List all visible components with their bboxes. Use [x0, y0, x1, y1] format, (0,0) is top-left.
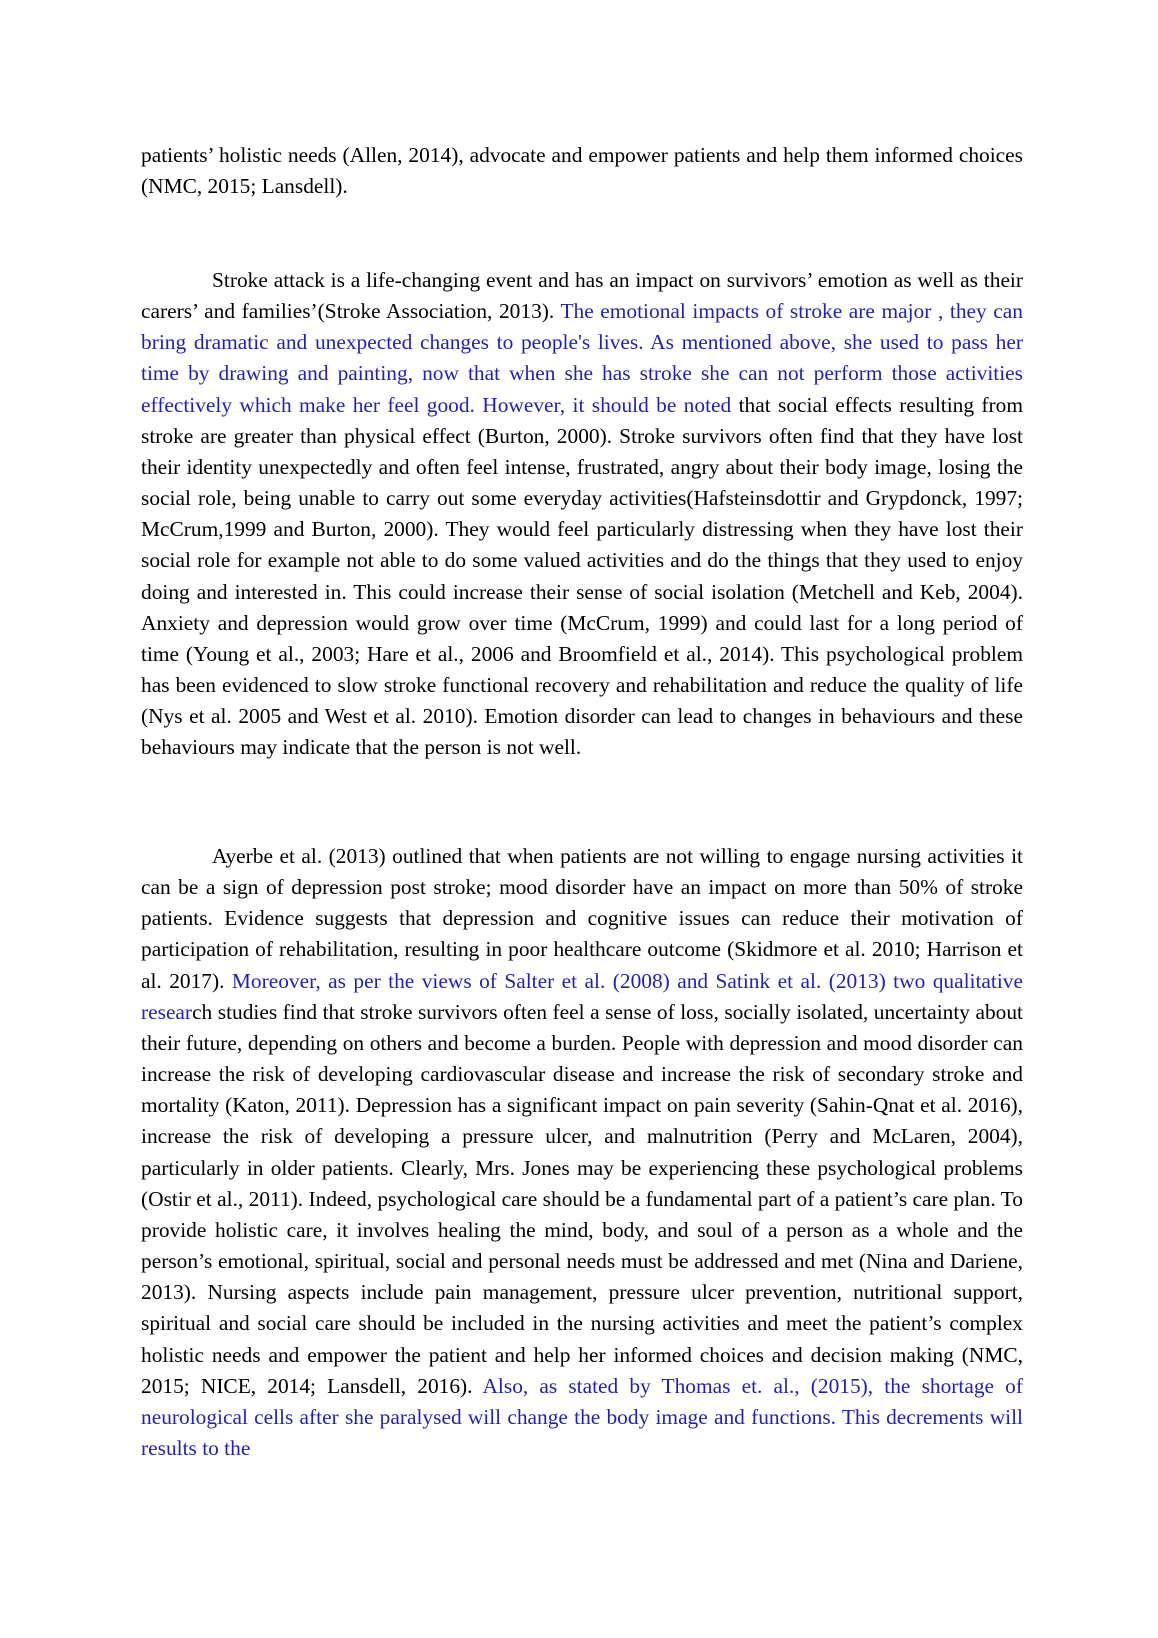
- intro-paragraph: [141, 140, 1023, 202]
- paragraph-1-part-3: that social effects resulting from stroke are greater than physical effect (Burton, 2000). Stroke survivors often find that they have lost their identity unexpectedly and often feel intense, frustrated, angry about their body image, losing the social role, being unable to carry out some everyday activities(Hafsteinsdottir and Grypdonck, 1997; McCrum,1999 and Burton, 2000). They would feel particularly distressing when they have lost their social role for example not able to do some valued activities and do the things that they used to enjoy doing and interested in. This could increase their sense of social isolation (Metchell and Keb, 2004). Anxiety and depression would grow over time (McCrum, 1999) and could last for a long period of time (Young et al., 2003; Hare et al., 2006 and Broomfield et al., 2014). This psychological problem has been evidenced to slow stroke functional recovery and rehabilitation and reduce the quality of life (Nys et al. 2005 and West et al. 2010). Emotion disorder can lead to changes in behaviours and these behaviours may indicate that the person is not well.: [141, 392, 1023, 760]
- paragraph-1-text: [141, 265, 1023, 764]
- paragraph-2-part-3: ch studies find that stroke survivors often feel a sense of loss, socially isolated, uncertainty about their future, depending on others and become a burden. People with depression and mood disorder can increase the risk of developing cardiovascular disease and increase the risk of secondary stroke and mortality (Katon, 2011). Depression has a significant impact on pain severity (Sahin-Qnat et al. 2016), increase the risk of developing a pressure ulcer, and malnutrition (Perry and McLaren, 2004), particularly in older patients. Clearly, Mrs. Jones may be experiencing these psychological problems (Ostir et al., 2011). Indeed, psychological care should be a fundamental part of a patient’s care plan. To provide holistic care, it involves healing the mind, body, and soul of a person as a whole and the person’s emotional, spiritual, social and personal needs must be addressed and met (Nina and Dariene, 2013). Nursing aspects include pain management, pressure ulcer prevention, nutritional support, spiritual and social care should be included in the nursing activities and meet the patient’s complex holistic needs and empower the patient and help her informed choices and decision making (NMC, 2015; NICE, 2014; Lansdell, 2016).: [141, 999, 1023, 1398]
- intro-text: patients’ holistic needs (Allen, 2014), advocate and empower patients and help them informed choices (NMC, 2015; Lansdell).: [141, 143, 1023, 199]
- body-paragraph-2: [141, 841, 1023, 1464]
- paragraph-2-part-1: Ayerbe et al. (2013) outlined that when patients are not willing to engage nursing activities it can be a sign of depression post stroke; mood disorder have an impact on more than 50% of stroke patients. Evidence suggests that depression and cognitive issues can reduce their motivation of participation of rehabilitation, resulting in poor healthcare outcome (Skidmore et al. 2010; Harrison et al. 2017).: [141, 844, 1023, 993]
- paragraph-2-text: [141, 841, 1023, 1464]
- paragraph-2-highlight-2: Also, as stated by Thomas et. al., (2015), the shortage of neurological cells after she paralysed will change the body image and functions. This decrements will results to the: [141, 1373, 1023, 1460]
- paragraph-2-highlight-1: Moreover, as per the views of Salter et al. (2008) and Satink et al. (2013) two qualitative resear: [141, 968, 1023, 1024]
- paragraph-1-part-1: Stroke attack is a life-changing event and has an impact on survivors’ emotion as well as their carers’ and families’(Stroke Association, 2013).: [141, 268, 1023, 324]
- body-paragraph-1: [141, 265, 1023, 764]
- paragraph-1-highlight: The emotional impacts of stroke are major , they can bring dramatic and unexpected changes to people's lives. As mentioned above, she used to pass her time by drawing and painting, now that when she has stroke she can not perform those activities effectively which make her feel good. However, it should be noted: [141, 299, 1023, 417]
